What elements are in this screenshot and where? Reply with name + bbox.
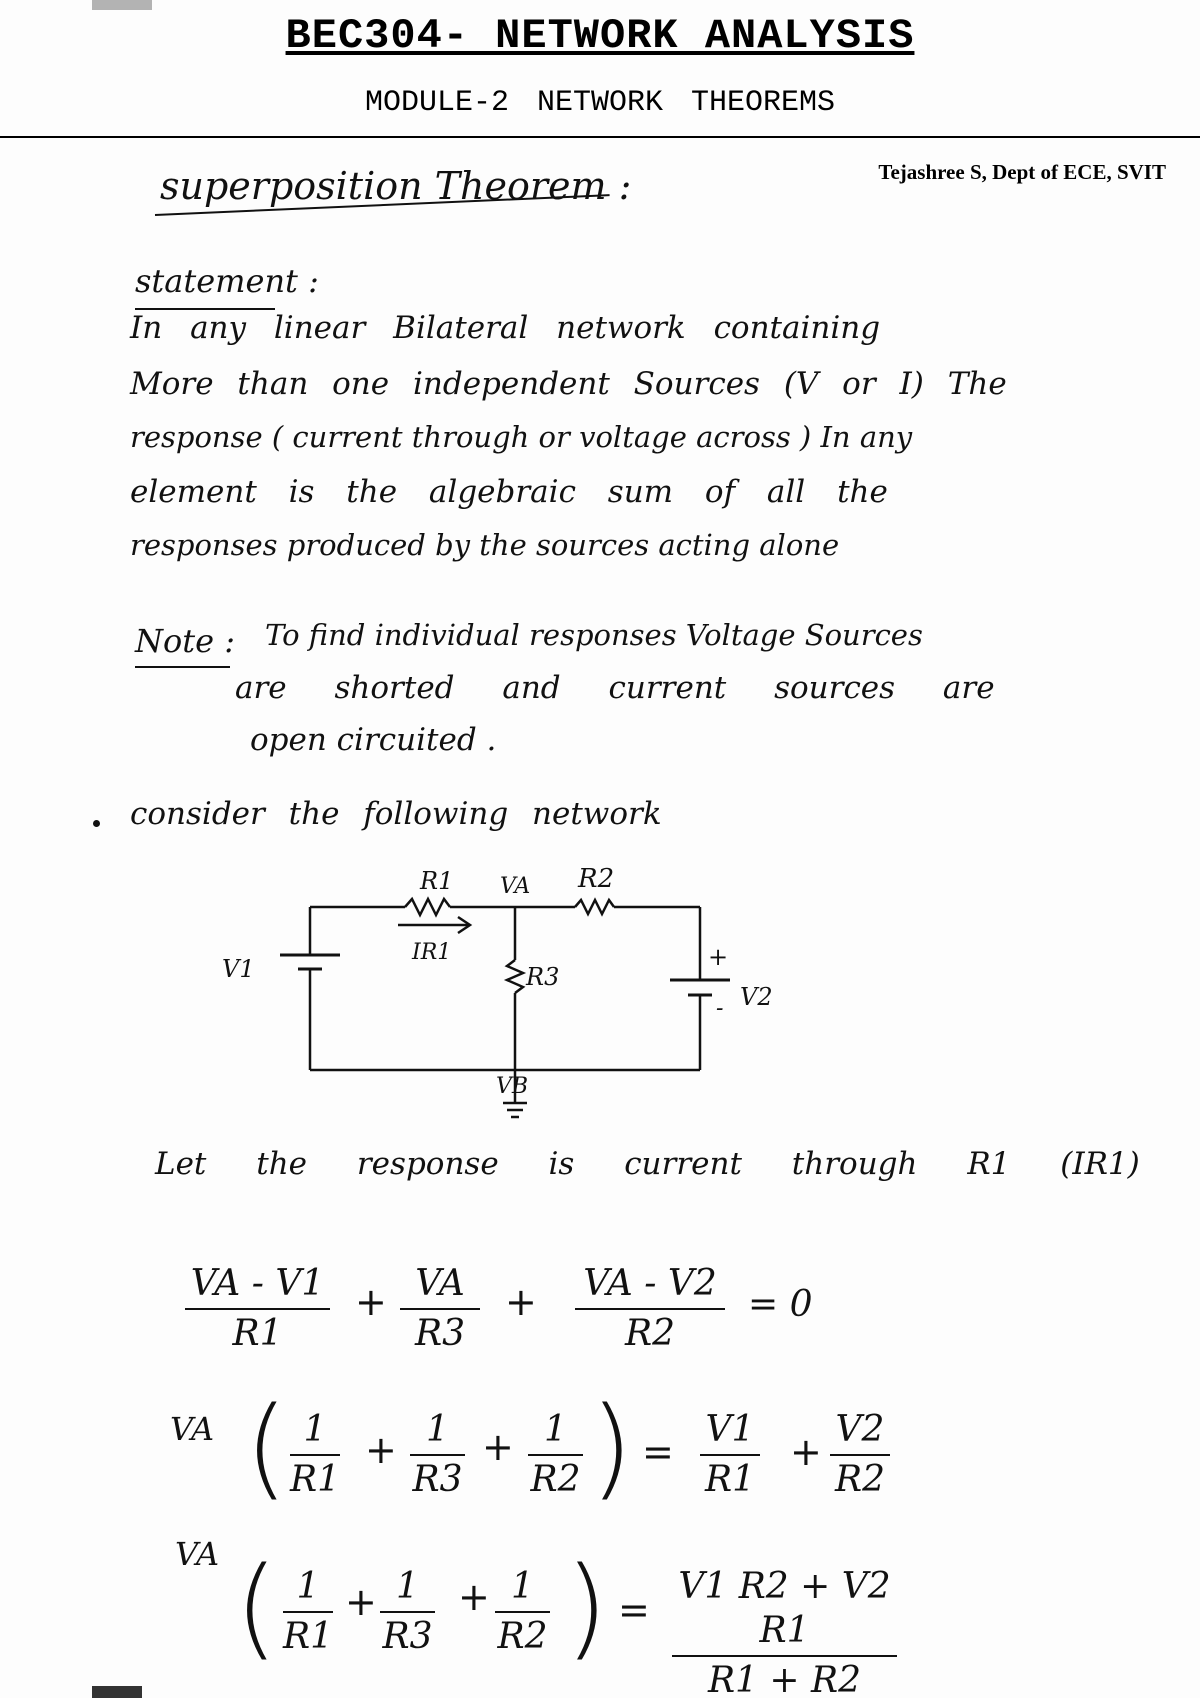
- eq2-plus-2: +: [482, 1425, 514, 1469]
- eq3-plus-1: +: [345, 1580, 377, 1624]
- eq3-equals: =: [618, 1588, 650, 1632]
- statement-line-3: response ( current through or voltage across ) In any: [130, 420, 913, 454]
- eq2-equals: =: [642, 1430, 674, 1474]
- eq1-rhs: = 0: [748, 1284, 813, 1325]
- statement-line-5: responses produced by the sources acting alone: [130, 528, 840, 562]
- page-subtitle: MODULE-2 NETWORK THEOREMS: [364, 86, 836, 120]
- eq2-frac1: 1 R1: [290, 1409, 341, 1500]
- eq3-frac3: 1 R2: [495, 1565, 550, 1659]
- eq3-rhs-frac: V1 R2 + V2 R1 R1 + R2: [672, 1565, 897, 1698]
- bullet-dot: [93, 820, 100, 827]
- note-underline: [135, 666, 230, 668]
- eq1-plus-2: +: [505, 1280, 537, 1324]
- v2-plus-label: +: [708, 943, 729, 971]
- eq1-term2: VA R3: [400, 1262, 480, 1356]
- statement-line-1: In any linear Bilateral network containing: [130, 310, 881, 346]
- eq3-plus-2: +: [458, 1575, 490, 1619]
- scan-mark-bottom: [92, 1686, 142, 1698]
- note-line-3: open circuited .: [250, 722, 497, 758]
- response-line: Let the response is current through R1 (IR1): [155, 1146, 1140, 1182]
- vb-label: VB: [496, 1074, 529, 1099]
- r2-label: R2: [578, 864, 615, 894]
- statement-line-4: element is the algebraic sum of all the: [130, 474, 888, 510]
- eq1-term3: VA - V2 R2: [575, 1262, 725, 1356]
- scan-mark: [92, 0, 152, 10]
- circuit-diagram: [200, 855, 820, 1125]
- header-rule: [0, 136, 1200, 138]
- eq2-rhs-frac1: V1 R1: [700, 1408, 760, 1502]
- note-line-1: To find individual responses Voltage Sources: [265, 618, 923, 652]
- eq2-plus-3: +: [790, 1430, 822, 1474]
- r1-resistor: [405, 899, 450, 915]
- note-line-2: are shorted and current sources are: [235, 670, 995, 706]
- eq2-rhs-frac2: V2 R2: [830, 1408, 890, 1502]
- statement-line-2: More than one independent Sources (V or I) The: [130, 366, 1007, 402]
- eq3-lhs: VA: [175, 1535, 220, 1573]
- eq2-frac3: 1 R2: [528, 1408, 583, 1502]
- eq1-term1: VA - V1 R1: [185, 1262, 330, 1356]
- r3-resistor: [507, 960, 523, 993]
- va-label: VA: [500, 874, 531, 899]
- eq3-frac2: 1 R3: [380, 1565, 435, 1659]
- r2-resistor: [575, 900, 614, 914]
- note-label: Note :: [135, 622, 236, 660]
- statement-label: statement :: [135, 262, 319, 300]
- eq2-close-paren: ): [590, 1383, 633, 1511]
- v1-label: V1: [222, 955, 255, 983]
- ir1-label: IR1: [412, 940, 452, 965]
- eq1-plus-1: +: [355, 1280, 387, 1324]
- eq3-close-paren: ): [565, 1543, 608, 1671]
- r3-label: R3: [526, 963, 560, 991]
- theorem-heading: superposition Theorem :: [160, 164, 632, 208]
- eq2-lhs: VA: [170, 1410, 215, 1448]
- v2-label: V2: [740, 983, 773, 1011]
- eq2-open-paren: (: [245, 1383, 288, 1511]
- eq3-frac1: 1 R1: [283, 1566, 334, 1657]
- v2-minus-label: -: [716, 996, 724, 1021]
- eq2-plus-1: +: [365, 1428, 397, 1472]
- page-title: BEC304- NETWORK ANALYSIS: [285, 12, 915, 60]
- r1-label: R1: [420, 867, 454, 895]
- eq2-frac2: 1 R3: [410, 1408, 465, 1502]
- consider-line: consider the following network: [130, 796, 662, 832]
- eq3-open-paren: (: [235, 1543, 278, 1671]
- author-credit: Tejashree S, Dept of ECE, SVIT: [878, 160, 1166, 184]
